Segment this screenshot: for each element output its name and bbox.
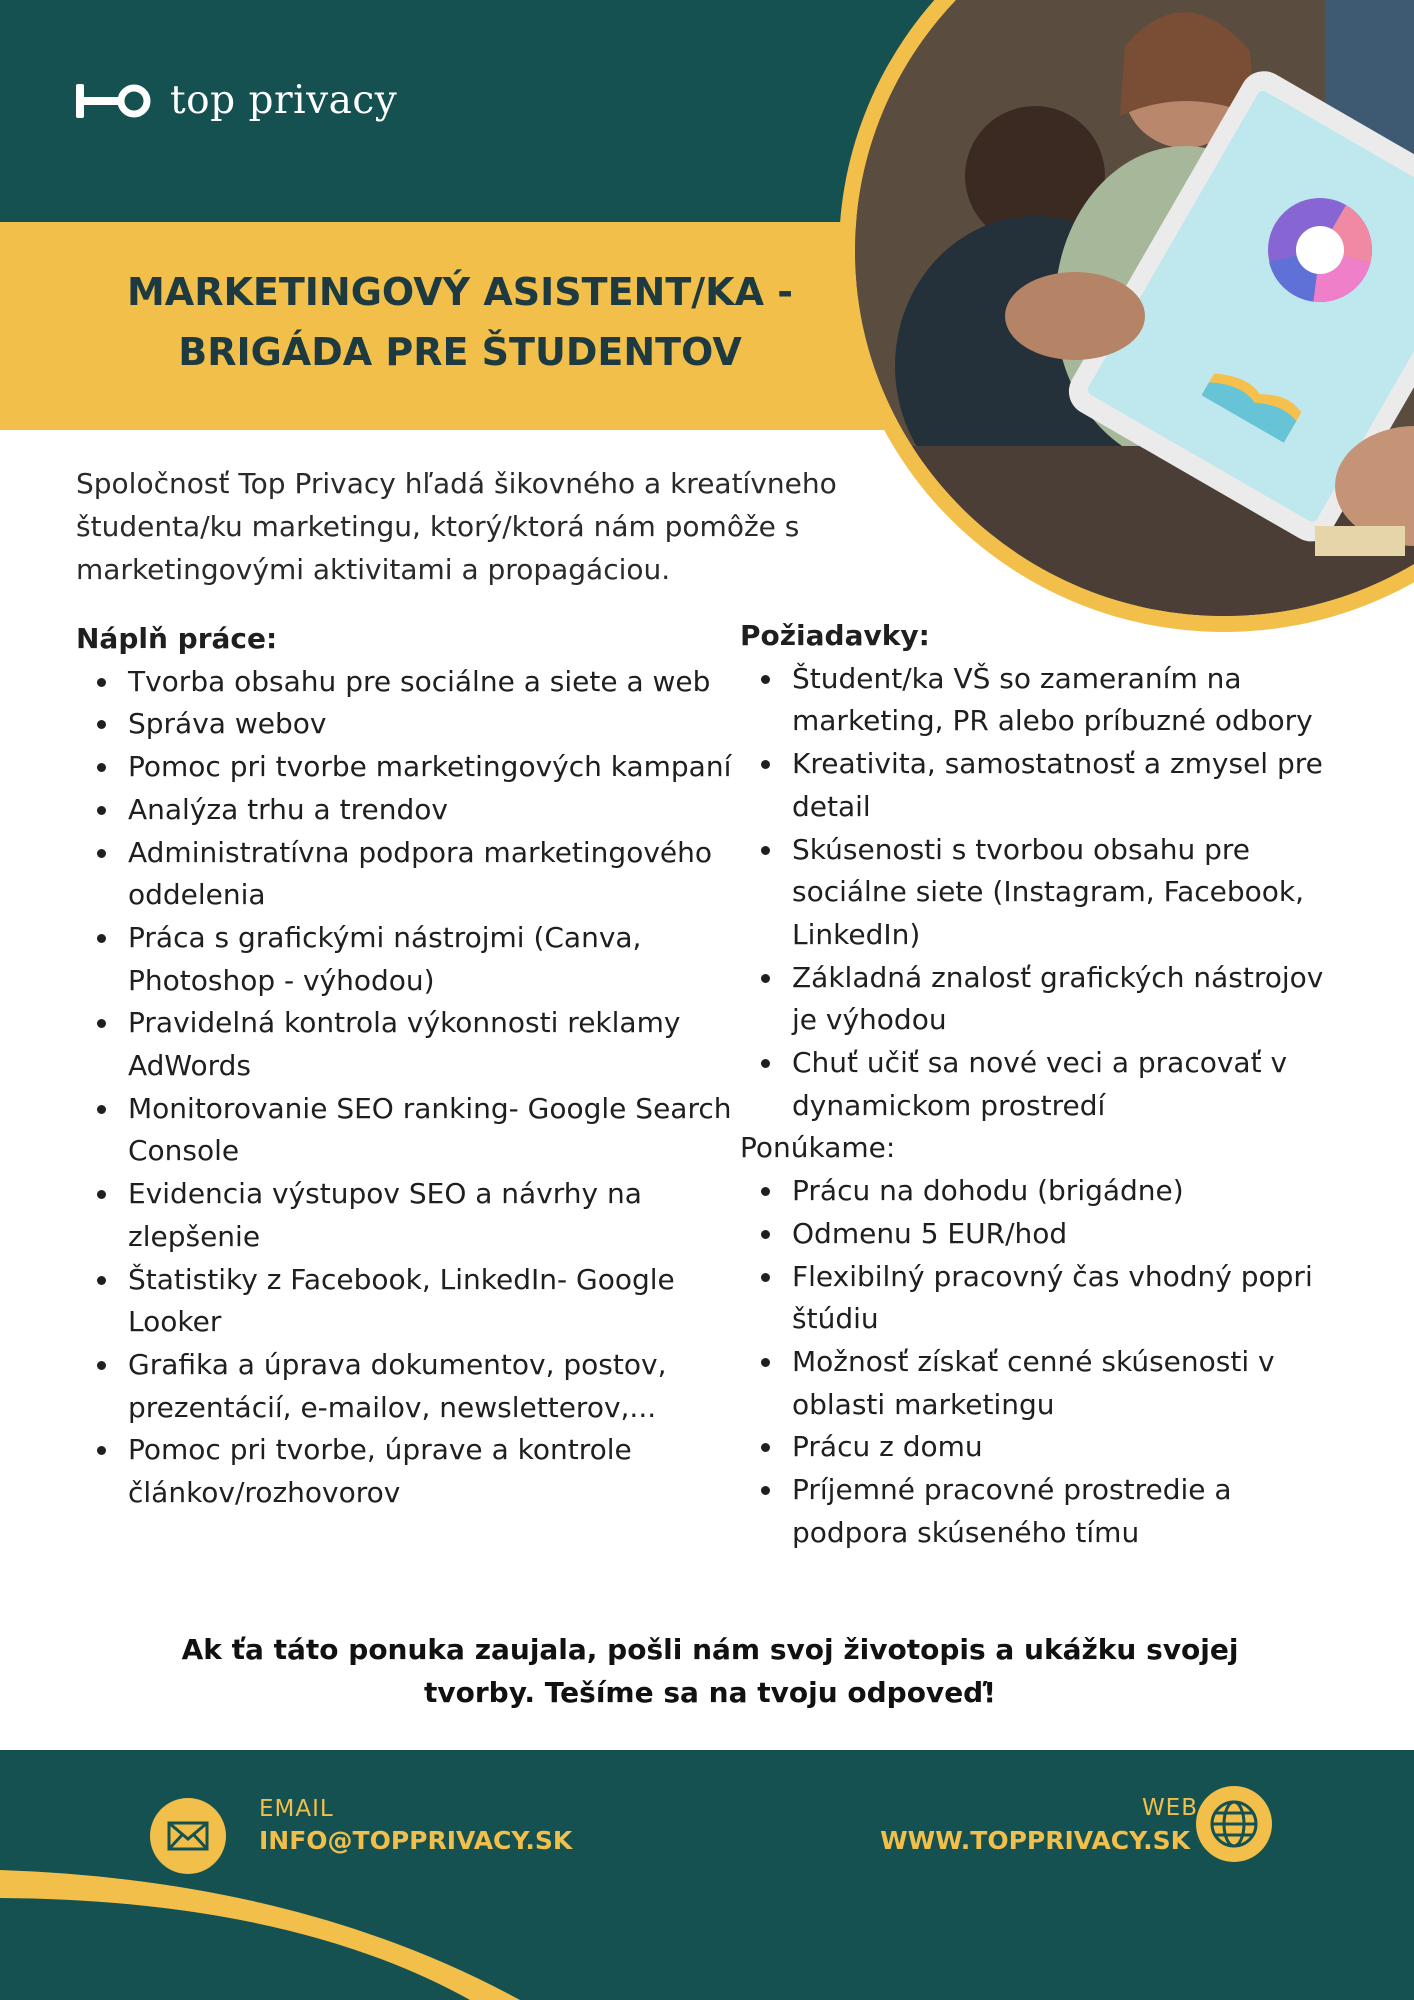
list-item: Možnosť získať cenné skúsenosti v oblasti marketingu — [792, 1341, 1340, 1426]
requirements-heading: Požiadavky: — [740, 619, 930, 652]
list-item: Študent/ka VŠ so zameraním na marketing, PR alebo príbuzné odbory — [792, 658, 1340, 743]
list-item: Príjemné pracovné prostredie a podpora skúseného tímu — [792, 1469, 1340, 1554]
list-item: Pomoc pri tvorbe marketingových kampaní — [128, 746, 736, 789]
list-item: Pomoc pri tvorbe, úprave a kontrole článkov/rozhovorov — [128, 1429, 736, 1514]
intro-paragraph: Spoločnosť Top Privacy hľadá šikovného a kreatívneho študenta/ku marketingu, ktorý/ktorá nám pomôže s marketingovými aktivitami a propagáciou. — [76, 467, 837, 586]
envelope-icon — [150, 1798, 226, 1874]
list-item: Flexibilný pracovný čas vhodný popri štúdiu — [792, 1256, 1340, 1341]
list-item: Práca s grafickými nástrojmi (Canva, Photoshop - výhodou) — [128, 917, 736, 1002]
list-item: Analýza trhu a trendov — [128, 789, 736, 832]
email-icon-badge — [150, 1798, 226, 1874]
list-item: Odmenu 5 EUR/hod — [792, 1213, 1340, 1256]
list-item: Monitorovanie SEO ranking- Google Search Console — [128, 1088, 736, 1173]
globe-icon — [1196, 1786, 1272, 1862]
list-item: Tvorba obsahu pre sociálne a siete a web — [128, 661, 736, 704]
cta-line-2: tvorby. Tešíme sa na tvoju odpoveď! — [424, 1676, 996, 1709]
list-item: Prácu na dohodu (brigádne) — [792, 1170, 1340, 1213]
list-item: Chuť učiť sa nové veci a pracovať v dynamickom prostredí — [792, 1042, 1340, 1127]
logo — [76, 78, 397, 123]
duties-section — [76, 618, 736, 1515]
call-to-action — [120, 1628, 1300, 1714]
title-line-2: BRIGÁDA PRE ŠTUDENTOV — [178, 330, 742, 374]
list-item: Skúsenosti s tvorbou obsahu pre sociálne siete (Instagram, Facebook, LinkedIn) — [792, 829, 1340, 957]
list-item: Kreativita, samostatnosť a zmysel pre detail — [792, 743, 1340, 828]
list-item: Správa webov — [128, 703, 736, 746]
list-item: Evidencia výstupov SEO a návrhy na zlepšenie — [128, 1173, 736, 1258]
requirements-section — [740, 615, 1340, 1554]
page-title — [60, 262, 860, 382]
list-item: Pravidelná kontrola výkonnosti reklamy AdWords — [128, 1002, 736, 1087]
web-icon-badge — [1196, 1786, 1272, 1862]
email-label: EMAIL — [259, 1796, 334, 1822]
offer-list — [740, 1170, 1340, 1554]
list-item: Prácu z domu — [792, 1426, 1340, 1469]
duties-heading: Náplň práce: — [76, 622, 278, 655]
list-item: Základná znalosť grafických nástrojov je výhodou — [792, 957, 1340, 1042]
list-item: Grafika a úprava dokumentov, postov, prezentácií, e-mailov, newsletterov,... — [128, 1344, 736, 1429]
offer-heading: Ponúkame: — [740, 1131, 896, 1165]
list-item: Štatistiky z Facebook, LinkedIn- Google Looker — [128, 1259, 736, 1344]
footer-band — [0, 1750, 1414, 2000]
list-item: Administratívna podpora marketingového oddelenia — [128, 832, 736, 917]
key-logo-icon — [76, 84, 152, 118]
logo-text: top privacy — [170, 78, 398, 123]
title-line-1: MARKETINGOVÝ ASISTENT/KA - — [126, 270, 793, 314]
email-link[interactable]: INFO@TOPPRIVACY.SK — [259, 1826, 573, 1855]
web-label: WEB — [1141, 1795, 1198, 1821]
requirements-list — [740, 658, 1340, 1128]
duties-list — [76, 661, 736, 1515]
web-link[interactable]: WWW.TOPPRIVACY.SK — [880, 1826, 1190, 1855]
cta-line-1: Ak ťa táto ponuka zaujala, pošli nám svoj životopis a ukážku svojej — [181, 1633, 1239, 1666]
